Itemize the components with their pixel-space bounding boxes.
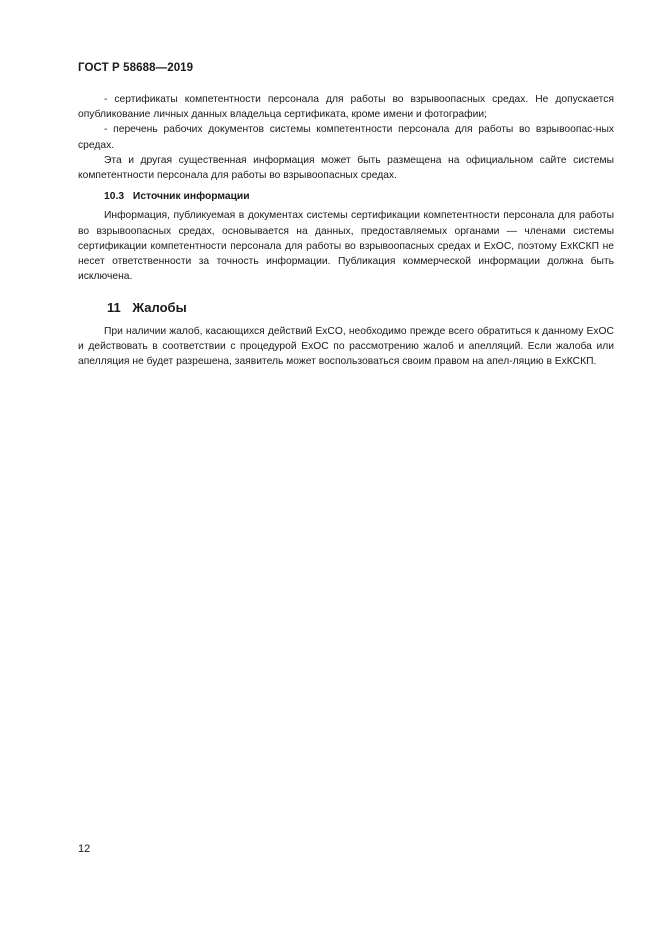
- page-content: [78, 92, 614, 369]
- standard-designation: ГОСТ Р 58688—2019: [78, 62, 194, 74]
- section-heading-11: [78, 300, 614, 315]
- page-number: 12: [78, 843, 91, 855]
- paragraph-website-info: Эта и другая существенная информация может быть размещена на официальном сайте системы компетентности персонала для работы во взрывоопасных средах.: [78, 154, 614, 182]
- subsection-title: Источник информации: [132, 191, 250, 203]
- paragraph-documents-list: - перечень рабочих документов системы компетентности персонала для работы во взрывоопас-ных средах.: [78, 124, 614, 151]
- subsection-heading-10-3: [78, 189, 614, 204]
- paragraph-information-source: Информация, публикуемая в документах системы сертификации компетентности персонала для работы во взрывоопасных средах, основывается на данных, предоставляемых органами — членами системы сертификации компетентности персонала для работы во взрывоопасных средах и ExOC, поэтому ExКСКП не несет ответственности за точность информации. Публикация коммерческой информации должна быть исключена.: [78, 210, 614, 283]
- section-number: 11: [107, 300, 121, 316]
- subsection-number: 10.3: [104, 191, 125, 203]
- paragraph-certificates: - сертификаты компетентности персонала для работы во взрывоопасных средах. Не допускается опубликование личных данных владельца сертификата, кроме имени и фотографии;: [78, 94, 614, 121]
- section-title: Жалобы: [132, 300, 187, 316]
- paragraph-complaints: При наличии жалоб, касающихся действий ExCO, необходимо прежде всего обратиться к данному ExOC и действовать в соответствии с процедурой ExOC по рассмотрению жалоб и апелляций. Если жалоба или апелляция не будет разрешена, заявитель может воспользоваться своим правом на апел-ляцию в ExКСКП.: [78, 325, 614, 368]
